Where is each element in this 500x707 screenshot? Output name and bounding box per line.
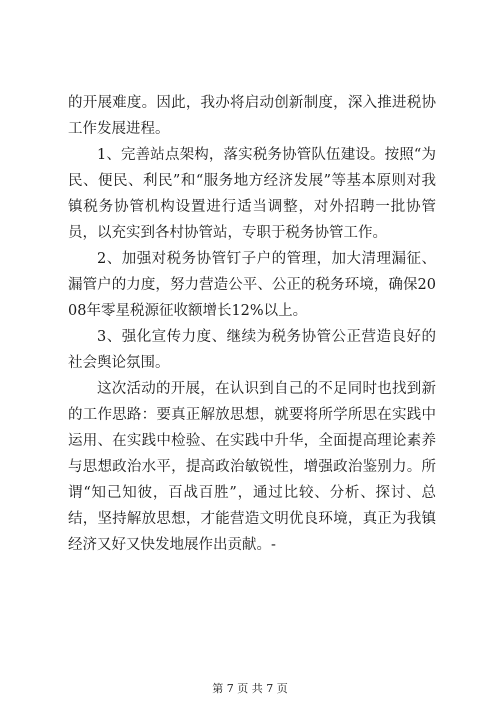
paragraph-continuation: 的开展难度。因此，我办将启动创新制度，深入推进税协工作发展进程。 — [68, 95, 436, 137]
paragraph-item-3: 3、强化宣传力度、继续为税务协管公正营造良好的社会舆论氛围。 — [68, 329, 436, 371]
paragraph-conclusion: 这次活动的开展，在认识到自己的不足同时也找到新的工作思路：要真正解放思想，就要将所学所思在实践中运用、在实践中检验、在实践中升华，全面提高理论素养与思想政治水平，提高政治敏锐性，增强政治鉴别力。所谓“知己知彼，百战百胜”，通过比较、分析、探讨、总结，坚持解放思想，才能营造文明优良环境，真正为我镇经济又好又快发地展作出贡献。- — [68, 381, 436, 553]
paragraph-item-2: 2、加强对税务协管钉子户的管理，加大清理漏征、漏管户的力度，努力营造公平、公正的税务环境，确保2008年零星税源征收额增长12%以上。 — [68, 251, 436, 319]
document-body — [68, 90, 436, 558]
paragraph-item-1: 1、完善站点架构，落实税务协管队伍建设。按照“为民、便民、利民”和“服务地方经济发展”等基本原则对我镇税务协管机构设置进行适当调整，对外招聘一批协管员，以充实到各村协管站，专职于税务协管工作。 — [68, 147, 436, 241]
page-footer: 第 7 页 共 7 页 — [212, 682, 288, 695]
